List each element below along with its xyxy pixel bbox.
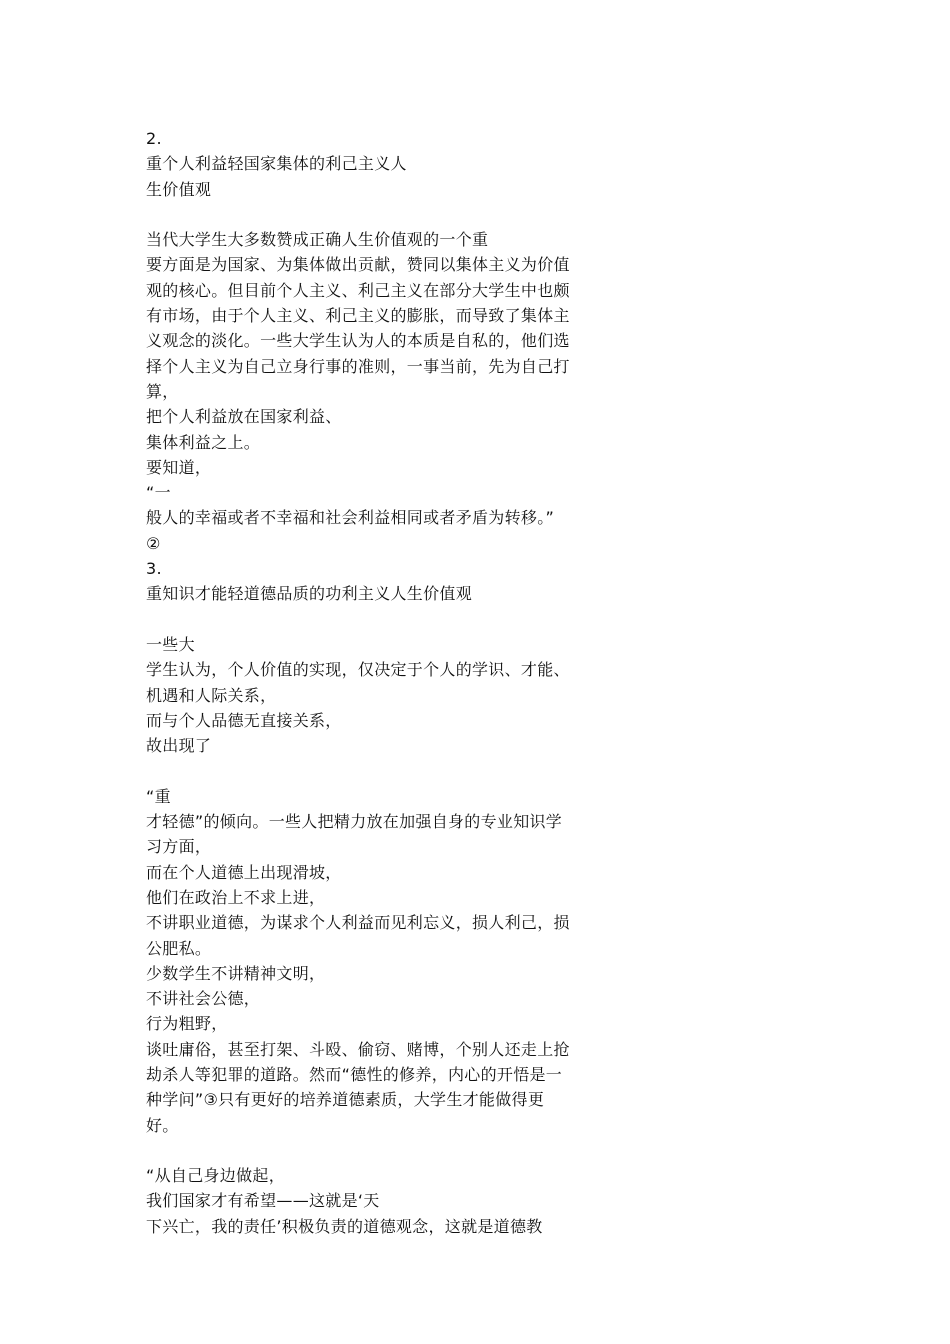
text-line: 集体利益之上。 [146,432,261,452]
text-line: 不讲社会公德， [146,989,261,1009]
text-line: 少数学生不讲精神文明， [146,963,326,983]
text-line: 他们在政治上不求上进， [146,887,326,907]
text-line: “一 [146,483,171,503]
text-line: 行为粗野， [146,1014,228,1034]
document-body [146,126,596,1239]
blank-line [146,202,596,227]
text-line: 而与个人品德无直接关系， [146,710,342,730]
text-line: 而在个人道德上出现滑坡， [146,862,342,882]
text-line: 择个人主义为自己立身行事的准则，一事当前，先为自己打 [146,356,570,376]
text-line: 不讲职业道德，为谋求个人利益而见利忘义，损人利己，损 [146,913,570,933]
text-line: 观的核心。但目前个人主义、利己主义在部分大学生中也颇 [146,280,570,300]
text-line: 要知道， [146,457,212,477]
blank-line [146,758,596,783]
section-number: 3. [146,559,162,579]
text-line: 下兴亡，我的责任’积极负责的道德观念，这就是道德教 [146,1216,543,1236]
text-line: 当代大学生大多数赞成正确人生价值观的一个重 [146,230,489,250]
text-line: 学生认为，个人价值的实现，仅决定于个人的学识、才能、 [146,660,570,680]
text-line: “从自己身边做起， [146,1166,285,1186]
text-line: 才轻德”的倾向。一些人把精力放在加强自身的专业知识学 [146,812,563,832]
text-line: 一些大 [146,634,195,654]
section-heading: 生价值观 [146,179,212,199]
text-line: 机遇和人际关系， [146,685,277,705]
footnote-marker: ② [146,533,161,553]
blank-line [146,607,596,632]
text-line: 有市场，由于个人主义、利己主义的膨胀，而导致了集体主 [146,306,570,326]
text-line: 要方面是为国家、为集体做出贡献，赞同以集体主义为价值 [146,255,570,275]
text-line: 公肥私。 [146,938,212,958]
text-line: 算， [146,381,179,401]
text-line: 劫杀人等犯罪的道路。然而“德性的修养，内心的开悟是一 [146,1064,563,1084]
text-line: 般人的幸福或者不幸福和社会利益相同或者矛盾为转移。” [146,508,555,528]
text-line: 故出现了 [146,736,212,756]
section-heading: 重个人利益轻国家集体的利己主义人 [146,154,407,174]
text-line: 习方面， [146,837,212,857]
text-line: 义观念的淡化。一些大学生认为人的本质是自私的，他们选 [146,331,570,351]
text-line: 把个人利益放在国家利益、 [146,407,342,427]
text-line: “重 [146,786,171,806]
text-line: 谈吐庸俗，甚至打架、斗殴、偷窃、赌博，个别人还走上抢 [146,1039,570,1059]
text-line: 种学问”③只有更好的培养道德素质，大学生才能做得更 [146,1090,545,1110]
text-line: 好。 [146,1115,179,1135]
section-number: 2. [146,129,162,148]
section-heading: 重知识才能轻道德品质的功利主义人生价值观 [146,584,473,604]
blank-line [146,1138,596,1163]
text-line: 我们国家才有希望——这就是‘天 [146,1191,380,1211]
